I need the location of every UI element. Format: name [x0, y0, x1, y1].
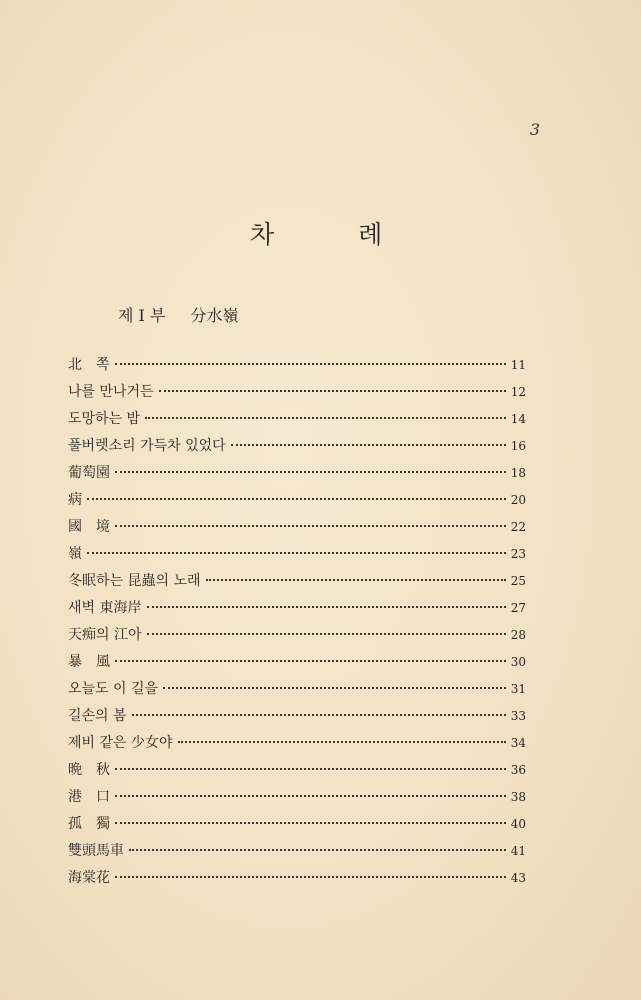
toc-entry — [68, 541, 526, 568]
toc-entry-page: 22 — [510, 520, 526, 534]
toc-entry-page: 36 — [510, 763, 526, 777]
toc-entry-page: 33 — [510, 709, 526, 723]
toc-entry-page: 23 — [510, 547, 526, 561]
table-of-contents — [68, 352, 526, 892]
toc-leader-dots — [163, 687, 506, 689]
toc-entry-title: 제비 같은 少女야 — [68, 735, 173, 751]
toc-entry-page: 34 — [510, 736, 526, 750]
toc-entry-page: 12 — [510, 385, 526, 399]
toc-leader-dots — [87, 498, 506, 500]
toc-entry — [68, 622, 526, 649]
toc-entry — [68, 649, 526, 676]
toc-entry — [68, 757, 526, 784]
toc-entry-title: 海棠花 — [68, 870, 110, 886]
toc-entry-title: 冬眠하는 昆蟲의 노래 — [68, 573, 201, 589]
toc-entry-page: 31 — [510, 682, 526, 696]
toc-entry-page: 27 — [510, 601, 526, 615]
toc-leader-dots — [115, 363, 506, 365]
toc-leader-dots — [115, 876, 506, 878]
toc-entry-title: 港 口 — [68, 789, 110, 805]
toc-leader-dots — [115, 525, 506, 527]
toc-entry-page: 20 — [510, 493, 526, 507]
toc-entry-title: 孤 獨 — [68, 816, 110, 832]
toc-leader-dots — [115, 660, 506, 662]
toc-entry-page: 18 — [510, 466, 526, 480]
toc-entry-title: 새벽 東海岸 — [68, 600, 142, 616]
toc-entry — [68, 865, 526, 892]
part-name: 分水嶺 — [190, 306, 239, 325]
toc-entry-page: 41 — [510, 844, 526, 858]
toc-entry-title: 나를 만나거든 — [68, 384, 154, 400]
toc-entry — [68, 514, 526, 541]
toc-leader-dots — [115, 795, 506, 797]
toc-leader-dots — [87, 552, 506, 554]
toc-entry-title: 풀버렛소리 가득차 있었다 — [68, 438, 226, 454]
toc-entry-page: 30 — [510, 655, 526, 669]
toc-entry-title: 오늘도 이 길을 — [68, 681, 159, 697]
toc-entry-page: 14 — [510, 412, 526, 426]
toc-entry — [68, 352, 526, 379]
toc-entry-page: 16 — [510, 439, 526, 453]
toc-leader-dots — [129, 849, 506, 851]
toc-entry-page: 38 — [510, 790, 526, 804]
toc-entry-page: 28 — [510, 628, 526, 642]
toc-leader-dots — [231, 444, 506, 446]
toc-entry-title: 北 쪽 — [68, 357, 110, 373]
toc-entry-title: 嶺 — [68, 546, 82, 562]
toc-leader-dots — [115, 768, 506, 770]
toc-entry — [68, 379, 526, 406]
toc-entry — [68, 568, 526, 595]
toc-leader-dots — [145, 417, 506, 419]
toc-entry-title: 暴 風 — [68, 654, 110, 670]
toc-entry — [68, 703, 526, 730]
toc-entry-title: 길손의 봄 — [68, 708, 127, 724]
toc-entry — [68, 595, 526, 622]
toc-entry-page: 11 — [510, 358, 526, 372]
toc-entry-title: 晩 秋 — [68, 762, 110, 778]
page-number: 3 — [529, 120, 540, 139]
toc-leader-dots — [115, 822, 506, 824]
toc-entry-title: 雙頭馬車 — [68, 843, 124, 859]
toc-leader-dots — [147, 633, 507, 635]
toc-entry — [68, 838, 526, 865]
toc-entry — [68, 784, 526, 811]
toc-entry — [68, 406, 526, 433]
toc-entry-page: 40 — [510, 817, 526, 831]
toc-entry — [68, 811, 526, 838]
toc-entry-title: 國 境 — [68, 519, 110, 535]
toc-leader-dots — [159, 390, 506, 392]
toc-leader-dots — [178, 741, 506, 743]
toc-entry — [68, 487, 526, 514]
toc-entry-page: 43 — [510, 871, 526, 885]
toc-entry — [68, 730, 526, 757]
toc-leader-dots — [147, 606, 507, 608]
toc-leader-dots — [132, 714, 506, 716]
page-title: 차 례 — [250, 220, 421, 249]
toc-entry-page: 25 — [510, 574, 526, 588]
toc-leader-dots — [206, 579, 506, 581]
part-heading — [118, 303, 239, 326]
toc-entry-title: 葡萄園 — [68, 465, 110, 481]
toc-entry-title: 天痴의 江아 — [68, 627, 142, 643]
toc-entry-title: 病 — [68, 492, 82, 508]
toc-entry-title: 도망하는 밤 — [68, 411, 141, 427]
part-label: 제 I 부 — [118, 306, 166, 325]
toc-entry — [68, 433, 526, 460]
toc-entry — [68, 460, 526, 487]
toc-entry — [68, 676, 526, 703]
toc-leader-dots — [115, 471, 506, 473]
